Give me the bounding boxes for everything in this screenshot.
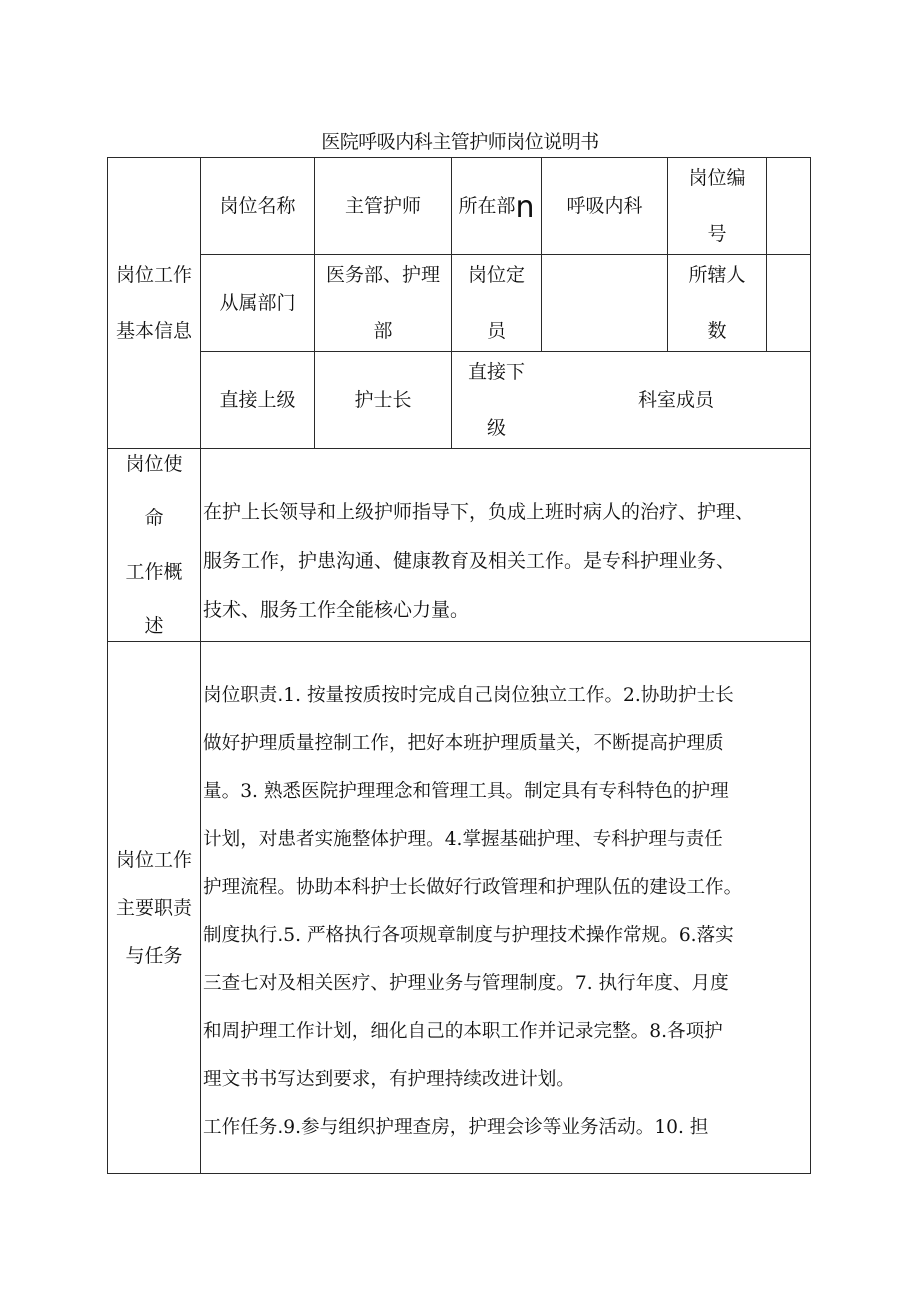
duties-line xyxy=(203,960,809,1008)
duties-line-text: 计划，对患者实施整体护理。4.掌握基础护理、专科护理与责任 xyxy=(203,829,723,850)
duties-line xyxy=(203,912,809,960)
department-label: 所在部 n xyxy=(458,190,535,225)
duties-line xyxy=(203,672,809,720)
post-code-value xyxy=(767,158,810,254)
duties-line-text: 9.参与组织护理查房，护理会诊等业务活动。10. 担 xyxy=(283,1117,709,1138)
duties-line-text: 1. 按量按质按时完成自己岗位独立工作。2.协助护士长 xyxy=(283,685,734,706)
duties-line-text: 和周护理工作计划，细化自己的本职工作并记录完整。8.各项护 xyxy=(203,1021,723,1042)
direct-subordinate-value: 科室成员 xyxy=(637,389,714,411)
headcount-value xyxy=(767,255,810,351)
duties-line xyxy=(203,768,809,816)
post-name-label: 岗位名称 xyxy=(219,195,296,217)
post-name-value: 主管护师 xyxy=(344,195,421,217)
duties-line-text: 量。3. 熟悉医院护理理念和管理工具。制定具有专科特色的护理 xyxy=(203,781,729,802)
duties-line-heading: 工作任务. xyxy=(203,1117,284,1138)
duties-text xyxy=(203,672,809,1152)
document-title: 医院呼吸内科主管护师岗位说明书 xyxy=(321,131,599,153)
duties-line xyxy=(203,1056,809,1104)
mission-line: 技术、服务工作全能核心力量。 xyxy=(203,599,470,621)
duties-line xyxy=(203,1104,809,1152)
headcount-label: 所辖人 数 xyxy=(688,264,746,342)
mission-line: 服务工作，护患沟通、健康教育及相关工作。是专科护理业务、 xyxy=(203,550,736,572)
duties-line xyxy=(203,1008,809,1056)
duties-line-text: 做好护理质量控制工作，把好本班护理质量关，不断提高护理质 xyxy=(203,733,724,754)
staff-quota-value xyxy=(542,255,667,351)
affiliated-dept-label: 从属部门 xyxy=(219,292,296,314)
duties-line-text: 护理流程。协助本科护士长做好行政管理和护理队伍的建设工作。 xyxy=(203,877,743,898)
direct-subordinate-label: 直接下 级 xyxy=(467,361,525,439)
duties-section-label: 岗位工作 主要职责 与任务 xyxy=(115,848,192,967)
duties-line-text: 三查七对及相关医疗、护理业务与管理制度。7. 执行年度、月度 xyxy=(203,973,729,994)
mission-text xyxy=(203,488,809,635)
affiliated-dept-value: 医务部、护理 部 xyxy=(325,264,440,342)
duties-line-heading: 制度执行. xyxy=(203,925,284,946)
department-value: 呼吸内科 xyxy=(566,195,643,217)
duties-line-text: 理文书书写达到要求，有护理持续改进计划。 xyxy=(203,1069,575,1090)
staff-quota-label: 岗位定 员 xyxy=(467,264,525,342)
duties-line xyxy=(203,720,809,768)
direct-superior-label: 直接上级 xyxy=(219,389,296,411)
duties-line xyxy=(203,864,809,912)
post-code-label: 岗位编 号 xyxy=(688,167,746,245)
duties-line xyxy=(203,816,809,864)
mission-line: 在护上长领导和上级护师指导下，负成上班时病人的治疗、护理、 xyxy=(203,501,755,523)
duties-line-heading: 岗位职责. xyxy=(203,685,284,706)
basic-info-section-label: 岗位工作 基本信息 xyxy=(115,264,192,342)
direct-superior-value: 护士长 xyxy=(354,389,412,411)
mission-section-label: 岗位使 命 工作概 述 xyxy=(125,453,183,637)
duties-line-text: 5. 严格执行各项规章制度与护理技术操作常规。6.落实 xyxy=(283,925,734,946)
